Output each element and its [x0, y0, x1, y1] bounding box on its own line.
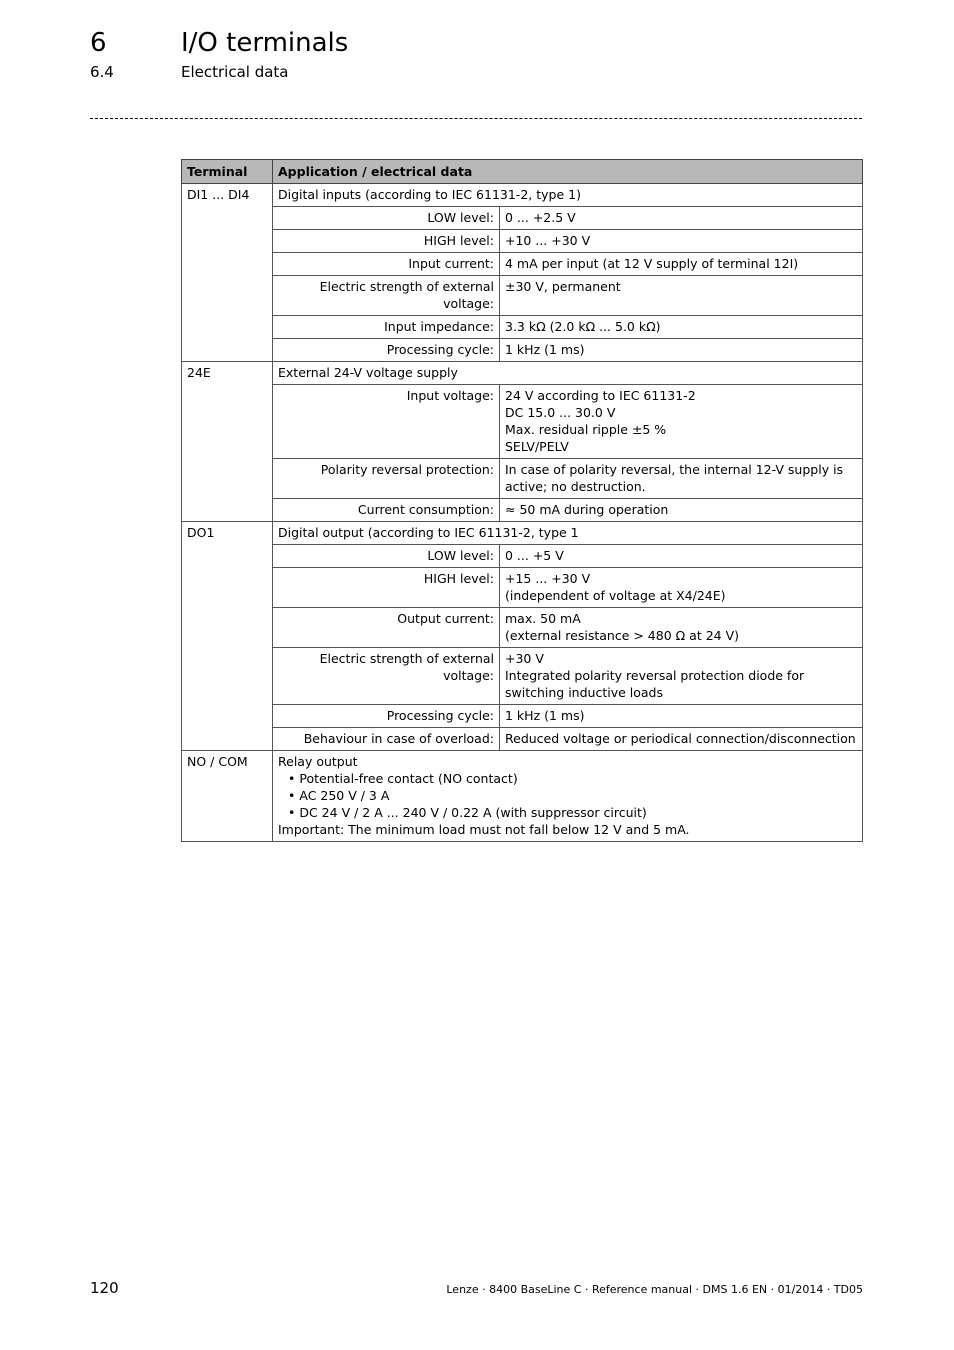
terminal-cell: 24E — [182, 362, 273, 522]
row-label: HIGH level: — [273, 230, 500, 253]
relay-title: Relay output — [278, 754, 358, 769]
table-row — [182, 522, 863, 545]
table-row — [182, 230, 863, 253]
terminal-cell: DO1 — [182, 522, 273, 751]
header-terminal: Terminal — [182, 160, 273, 184]
row-label: Input voltage: — [273, 385, 500, 459]
table-row — [182, 648, 863, 705]
row-value: 24 V according to IEC 61131-2 DC 15.0 ... 30.0 V Max. residual ripple ±5 % SELV/PELV — [500, 385, 863, 459]
table-row — [182, 316, 863, 339]
row-value: In case of polarity reversal, the internal 12-V supply is active; no destruction. — [500, 459, 863, 499]
group-title: External 24-V voltage supply — [273, 362, 863, 385]
terminal-cell: DI1 ... DI4 — [182, 184, 273, 362]
list-item: • Potential-free contact (NO contact) — [288, 770, 857, 787]
row-value: +10 ... +30 V — [500, 230, 863, 253]
table-row — [182, 568, 863, 608]
relay-note: Important: The minimum load must not fall below 12 V and 5 mA. — [278, 822, 690, 837]
row-value: 4 mA per input (at 12 V supply of terminal 12I) — [500, 253, 863, 276]
row-label: Electric strength of external voltage: — [273, 276, 500, 316]
table-header-row — [182, 160, 863, 184]
table-row — [182, 339, 863, 362]
row-label: Input current: — [273, 253, 500, 276]
table-row — [182, 499, 863, 522]
table-row — [182, 608, 863, 648]
list-item: • DC 24 V / 2 A ... 240 V / 0.22 A (with suppressor circuit) — [288, 804, 857, 821]
table-row — [182, 276, 863, 316]
row-value: 3.3 kΩ (2.0 kΩ ... 5.0 kΩ) — [500, 316, 863, 339]
row-value: max. 50 mA (external resistance > 480 Ω at 24 V) — [500, 608, 863, 648]
group-title: Digital inputs (according to IEC 61131-2, type 1) — [273, 184, 863, 207]
relay-cell — [273, 751, 863, 842]
list-item: • AC 250 V / 3 A — [288, 787, 857, 804]
row-label: Processing cycle: — [273, 339, 500, 362]
row-label: Output current: — [273, 608, 500, 648]
row-value: 0 ... +2.5 V — [500, 207, 863, 230]
row-value: 0 ... +5 V — [500, 545, 863, 568]
page-number: 120 — [90, 1279, 119, 1297]
table-row — [182, 545, 863, 568]
row-value: ≈ 50 mA during operation — [500, 499, 863, 522]
chapter-number: 6 — [90, 28, 107, 58]
table-row — [182, 459, 863, 499]
row-label: Processing cycle: — [273, 705, 500, 728]
row-label: Polarity reversal protection: — [273, 459, 500, 499]
row-value: 1 kHz (1 ms) — [500, 339, 863, 362]
table-row — [182, 184, 863, 207]
table-row — [182, 362, 863, 385]
table-row — [182, 751, 863, 842]
row-value: +15 ... +30 V (independent of voltage at X4/24E) — [500, 568, 863, 608]
table-row — [182, 207, 863, 230]
row-label: HIGH level: — [273, 568, 500, 608]
row-value: ±30 V, permanent — [500, 276, 863, 316]
chapter-title: I/O terminals — [181, 28, 349, 58]
group-title: Digital output (according to IEC 61131-2, type 1 — [273, 522, 863, 545]
header-divider — [90, 118, 862, 119]
row-label: LOW level: — [273, 207, 500, 230]
table-row — [182, 253, 863, 276]
row-value: 1 kHz (1 ms) — [500, 705, 863, 728]
table-row — [182, 385, 863, 459]
terminal-cell: NO / COM — [182, 751, 273, 842]
section-title: Electrical data — [181, 63, 289, 81]
row-label: LOW level: — [273, 545, 500, 568]
section-number: 6.4 — [90, 63, 114, 81]
electrical-data-table — [181, 159, 863, 842]
footer-reference: Lenze · 8400 BaseLine C · Reference manual · DMS 1.6 EN · 01/2014 · TD05 — [446, 1283, 863, 1296]
table-row — [182, 728, 863, 751]
table-row — [182, 705, 863, 728]
row-value: Reduced voltage or periodical connection/disconnection — [500, 728, 863, 751]
row-label: Input impedance: — [273, 316, 500, 339]
relay-bullet-list — [278, 770, 857, 821]
row-value: +30 V Integrated polarity reversal protection diode for switching inductive loads — [500, 648, 863, 705]
header-application: Application / electrical data — [273, 160, 863, 184]
row-label: Behaviour in case of overload: — [273, 728, 500, 751]
row-label: Current consumption: — [273, 499, 500, 522]
row-label: Electric strength of external voltage: — [273, 648, 500, 705]
